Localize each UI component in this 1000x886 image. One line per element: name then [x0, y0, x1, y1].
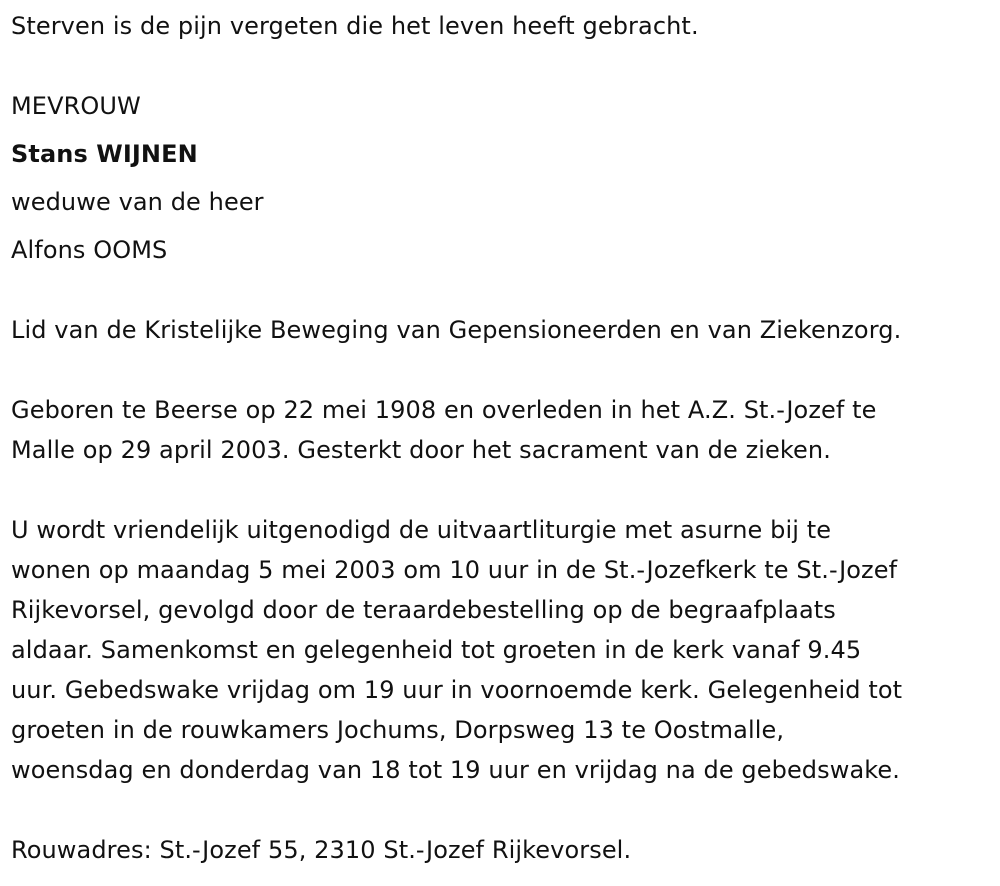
paragraph-line: Geboren te Beerse op 22 mei 1908 en overleden in het A.Z. St.-Jozef te — [11, 396, 877, 424]
paragraph-line: U wordt vriendelijk uitgenodigd de uitvaartliturgie met asurne bij te — [11, 516, 832, 544]
birth-death-paragraph — [11, 390, 877, 470]
paragraph-line: wonen op maandag 5 mei 2003 om 10 uur in de St.-Jozefkerk te St.-Jozef — [11, 556, 898, 584]
husband-name: Alfons OOMS — [11, 236, 168, 264]
paragraph-line: groeten in de rouwkamers Jochums, Dorpsweg 13 te Oostmalle, — [11, 716, 785, 744]
paragraph-line: Malle op 29 april 2003. Gesterkt door het sacrament van de zieken. — [11, 436, 831, 464]
membership-line: Lid van de Kristelijke Beweging van Gepensioneerden en van Ziekenzorg. — [11, 316, 902, 344]
paragraph-line: Rijkevorsel, gevolgd door de teraardebestelling op de begraafplaats — [11, 596, 836, 624]
honorific-title: MEVROUW — [11, 92, 141, 120]
paragraph-line: uur. Gebedswake vrijdag om 19 uur in voornoemde kerk. Gelegenheid tot — [11, 676, 903, 704]
paragraph-line: aldaar. Samenkomst en gelegenheid tot groeten in de kerk vanaf 9.45 — [11, 636, 862, 664]
deceased-name: Stans WIJNEN — [11, 140, 198, 168]
funeral-paragraph — [11, 510, 902, 790]
paragraph-line: woensdag en donderdag van 18 tot 19 uur en vrijdag na de gebedswake. — [11, 756, 901, 784]
motto: Sterven is de pijn vergeten die het leven heeft gebracht. — [11, 12, 699, 40]
widow-of-label: weduwe van de heer — [11, 188, 264, 216]
mourning-address: Rouwadres: St.-Jozef 55, 2310 St.-Jozef Rijkevorsel. — [11, 836, 632, 864]
